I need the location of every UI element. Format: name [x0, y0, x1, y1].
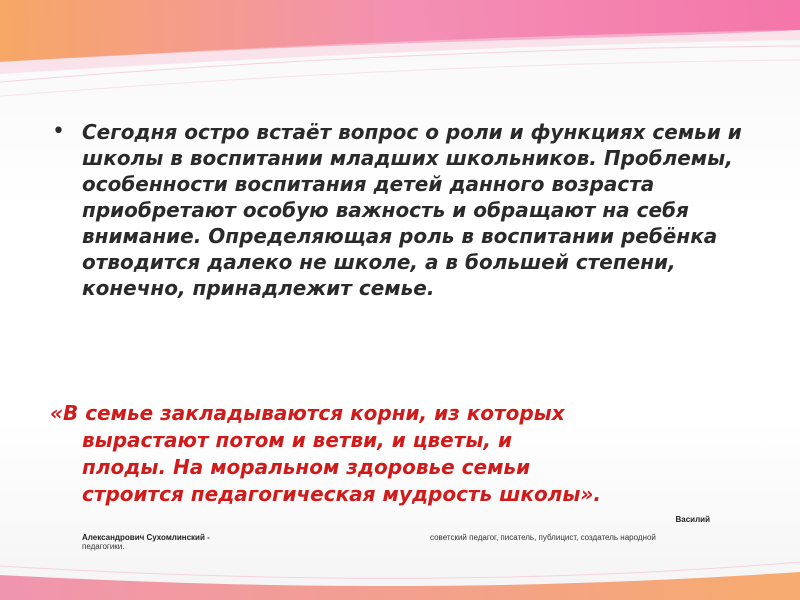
attribution-first-name: Василий — [675, 515, 710, 524]
quote-line-2: вырастают потом и ветви, и цветы, и — [82, 428, 512, 452]
attribution-description: советский педагог, писатель, публицист, создатель народной — [430, 533, 656, 542]
quote — [50, 400, 740, 508]
bullet-paragraph — [52, 119, 752, 301]
bullet-text: Сегодня остро встаёт вопрос о роли и функциях семьи и школы в воспитании младших школьников. Проблемы, особенности воспитания детей данного возраста приобретают особую важность и обращают на себя внимание. Определяющая роль в воспитании ребёнка отводится далеко не школе, а в большей степени, конечно, принадлежит семье. — [82, 120, 742, 300]
quote-line-1: «В семье закладываются корни, из которых — [50, 401, 565, 425]
quote-line-4: строится педагогическая мудрость школы». — [82, 482, 602, 506]
quote-line-3: плоды. На моральном здоровье семьи — [82, 455, 531, 479]
attribution-description-tail: педагогики. — [82, 542, 125, 551]
bullet-symbol: • — [52, 119, 65, 144]
attribution-surname: Александрович Сухомлинский - — [82, 533, 210, 542]
